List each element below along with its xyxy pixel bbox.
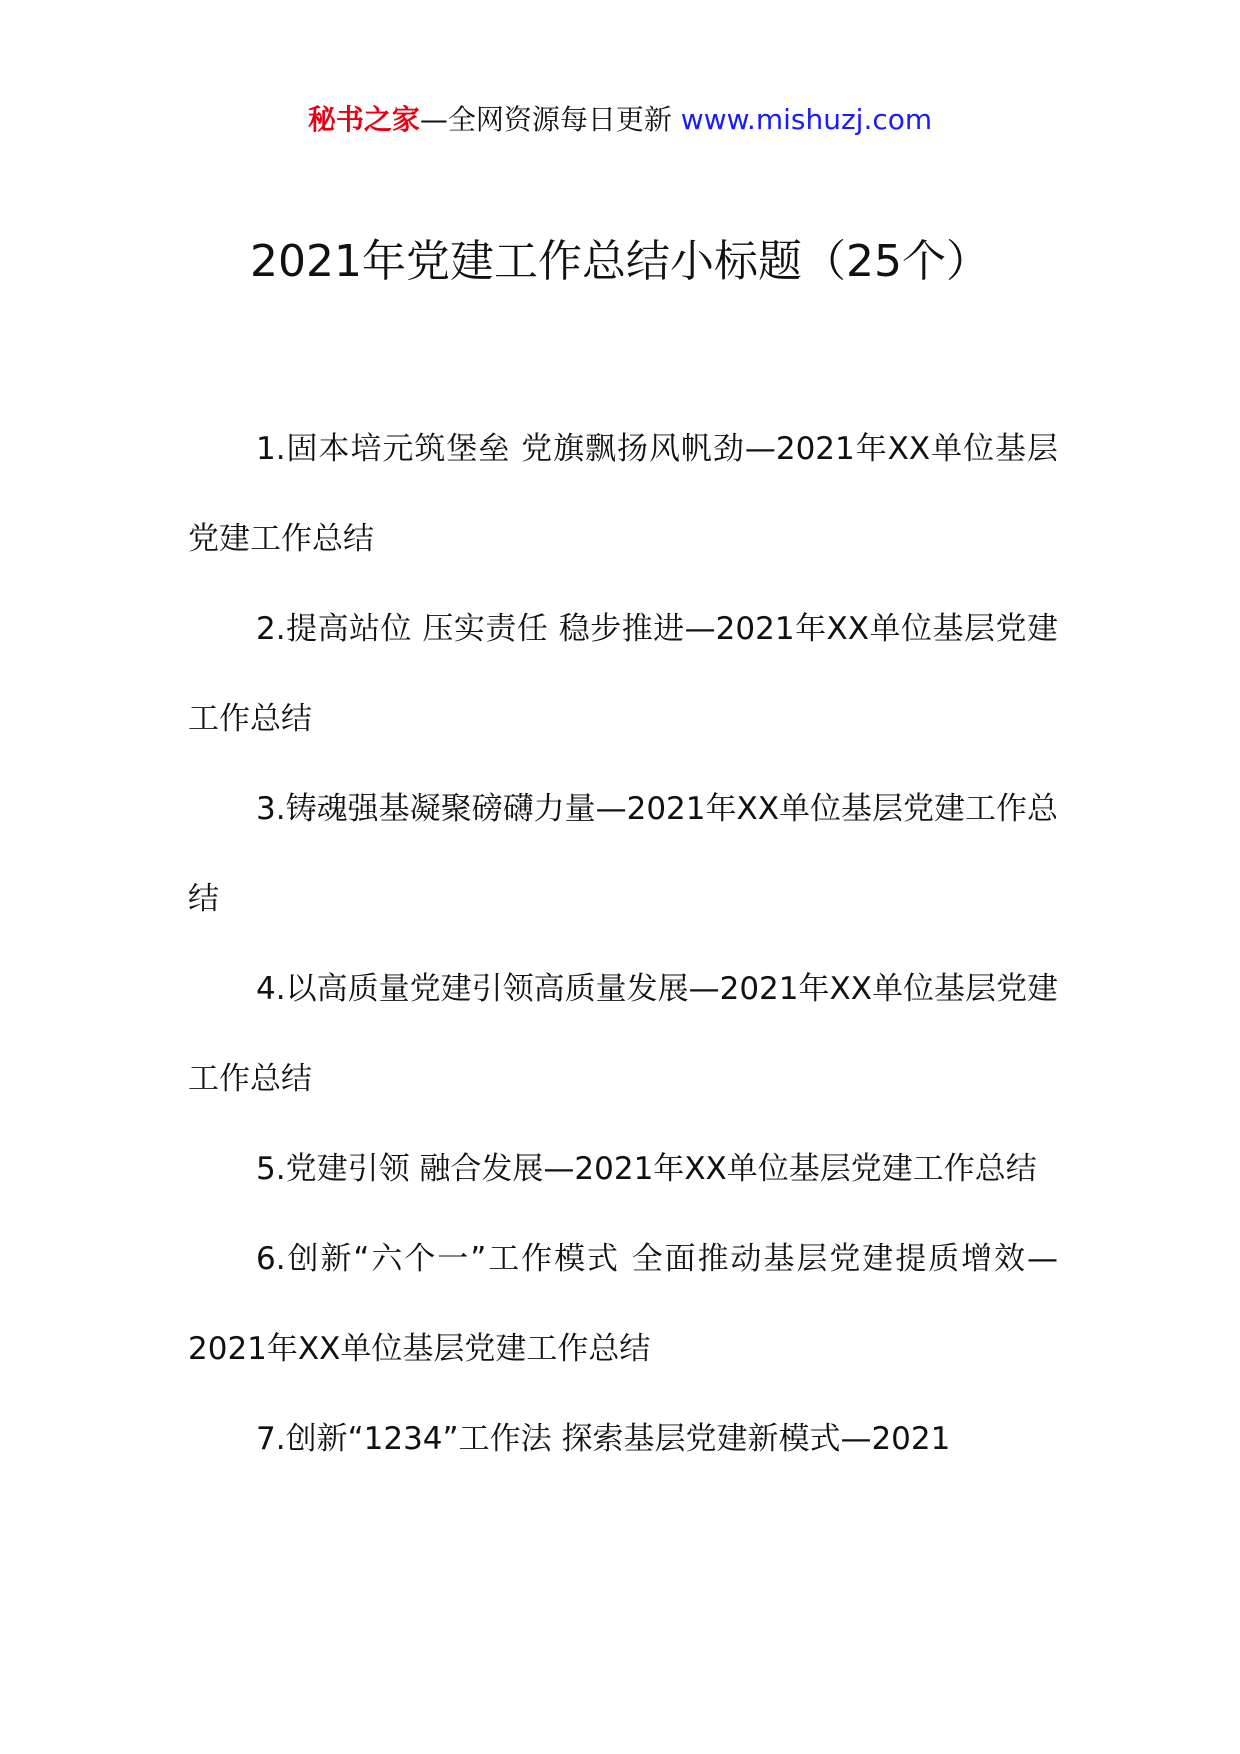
brand-name: 秘书之家	[307, 103, 420, 136]
list-item: 2.提高站位 压实责任 稳步推进—2021年XX单位基层党建工作总结	[188, 611, 1058, 737]
list-item: 7.创新“1234”工作法 探索基层党建新模式—2021	[256, 1421, 951, 1457]
list-item: 6.创新“六个一”工作模式 全面推动基层党建提质增效—2021年XX单位基层党建工作总结	[188, 1241, 1058, 1367]
list-item: 5.党建引领 融合发展—2021年XX单位基层党建工作总结	[256, 1151, 1037, 1187]
subtitle-list	[188, 404, 1058, 1484]
document-title: 2021年党建工作总结小标题（25个）	[250, 236, 990, 287]
list-item: 1.固本培元筑堡垒 党旗飘扬风帆劲—2021年XX单位基层党建工作总结	[188, 431, 1058, 557]
site-header	[0, 100, 1240, 140]
list-item: 4.以高质量党建引领高质量发展—2021年XX单位基层党建工作总结	[188, 971, 1058, 1097]
list-item: 3.铸魂强基凝聚磅礴力量—2021年XX单位基层党建工作总结	[188, 791, 1058, 917]
site-url[interactable]: www.mishuzj.com	[680, 103, 933, 136]
header-tagline: —全网资源每日更新	[419, 103, 672, 136]
